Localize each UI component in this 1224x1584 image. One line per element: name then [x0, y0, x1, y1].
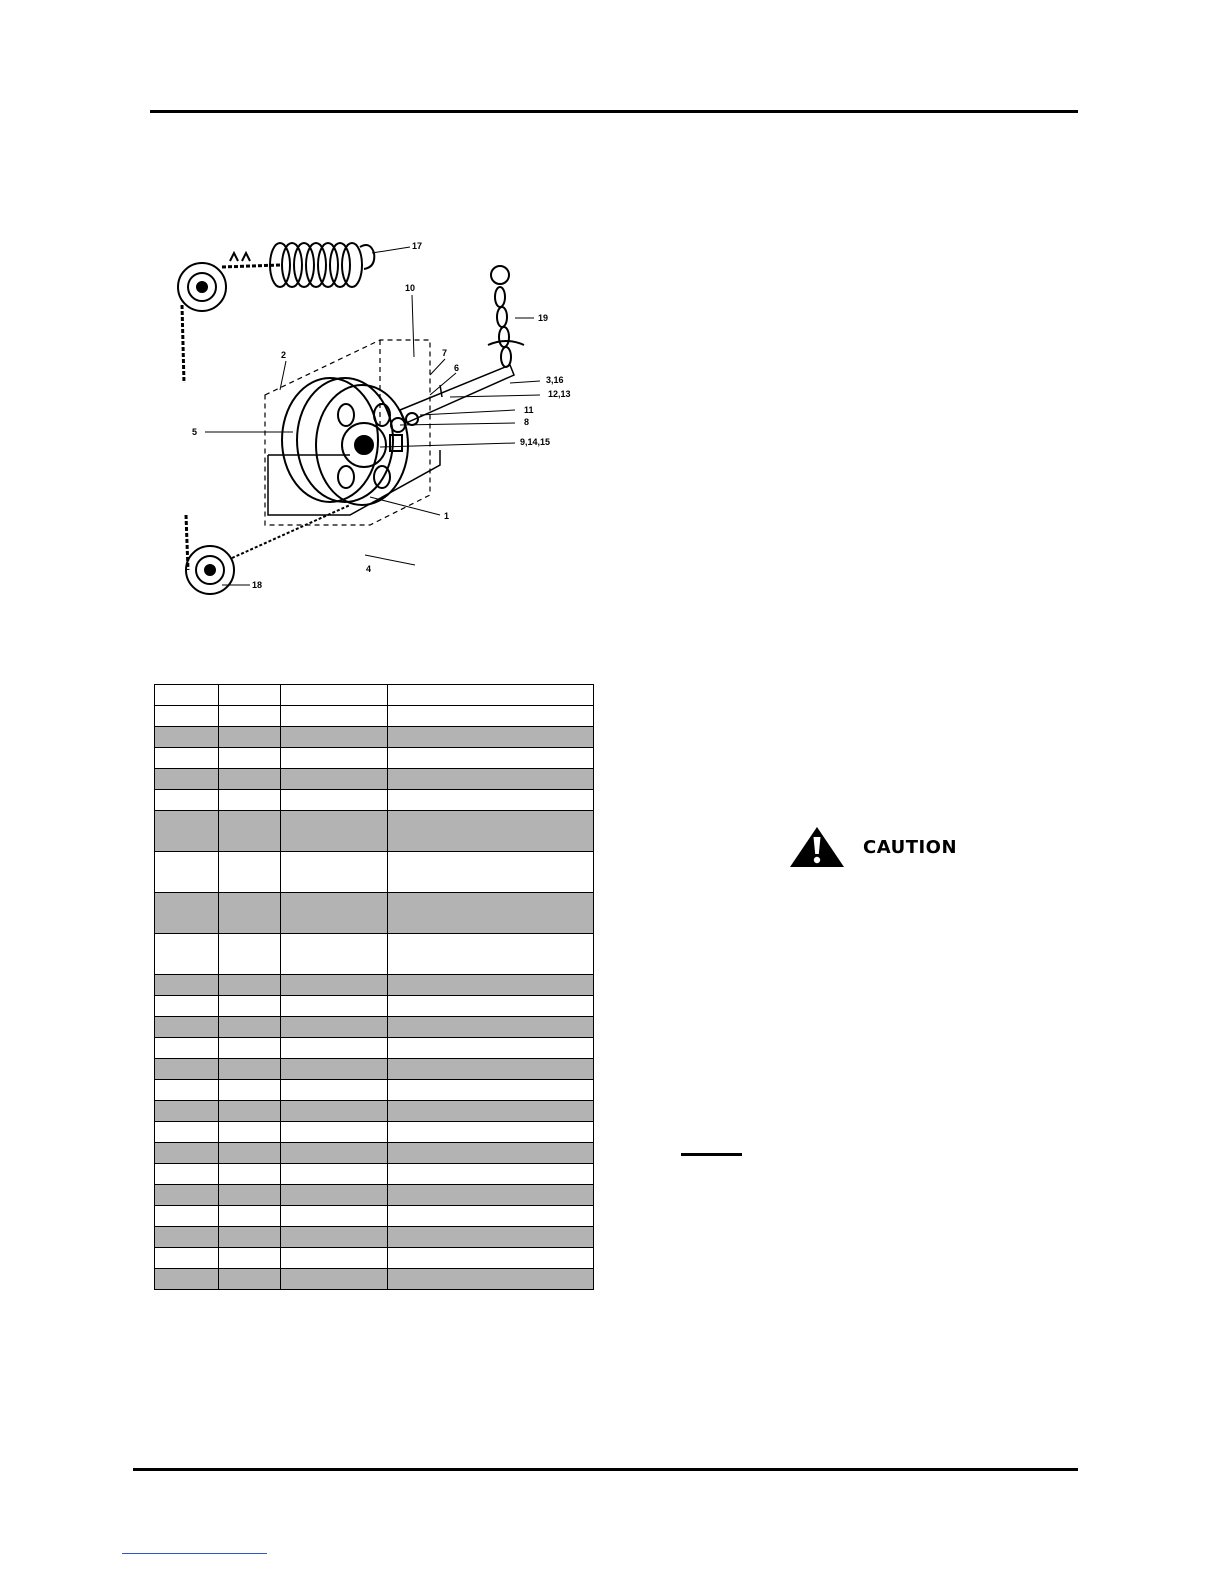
table-cell: [219, 1059, 281, 1080]
table-cell: [155, 1269, 219, 1290]
table-cell: [155, 1080, 219, 1101]
footer-link-underline[interactable]: [122, 1553, 267, 1554]
table-cell: [281, 811, 388, 852]
table-cell: [388, 893, 594, 934]
table-cell: [388, 811, 594, 852]
table-cell: [388, 1101, 594, 1122]
table-row: [155, 748, 594, 769]
table-cell: [219, 706, 281, 727]
callout-19: 19: [538, 313, 549, 323]
table-row: [155, 1185, 594, 1206]
table-cell: [281, 852, 388, 893]
callout-4: 4: [366, 564, 372, 574]
callout-11: 11: [524, 405, 534, 415]
table-cell: [219, 1206, 281, 1227]
table-cell: [281, 1269, 388, 1290]
callout-3-16: 3,16: [546, 375, 564, 385]
table-cell: [155, 685, 219, 706]
callout-1: 1: [444, 511, 450, 521]
table-cell: [281, 706, 388, 727]
table-cell: [155, 893, 219, 934]
table-cell: [219, 975, 281, 996]
table-cell: [388, 1185, 594, 1206]
table-cell: [155, 748, 219, 769]
table-cell: [388, 727, 594, 748]
table-cell: [281, 1101, 388, 1122]
table-cell: [219, 996, 281, 1017]
table-cell: [281, 1059, 388, 1080]
callout-10: 10: [405, 283, 416, 293]
table-cell: [388, 1143, 594, 1164]
note-underline: [681, 1153, 742, 1156]
table-cell: [281, 748, 388, 769]
table-cell: [281, 934, 388, 975]
table-cell: [219, 934, 281, 975]
table-cell: [219, 1185, 281, 1206]
table-cell: [281, 1143, 388, 1164]
table-cell: [219, 1038, 281, 1059]
table-cell: [155, 1038, 219, 1059]
table-cell: [388, 1038, 594, 1059]
table-cell: [219, 1080, 281, 1101]
table-row: [155, 1269, 594, 1290]
table-row: [155, 1227, 594, 1248]
table-row: [155, 1143, 594, 1164]
table-cell: [388, 1122, 594, 1143]
callout-8: 8: [524, 417, 530, 427]
table-cell: [281, 1017, 388, 1038]
table-cell: [281, 685, 388, 706]
header-rule: [150, 110, 1078, 113]
table-cell: [219, 1248, 281, 1269]
table-cell: [388, 1164, 594, 1185]
table-cell: [155, 790, 219, 811]
table-cell: [155, 1143, 219, 1164]
table-row: [155, 1164, 594, 1185]
callout-2: 2: [281, 350, 287, 360]
table-cell: [388, 1059, 594, 1080]
table-cell: [388, 1017, 594, 1038]
table-cell: [388, 1227, 594, 1248]
table-cell: [219, 1122, 281, 1143]
table-cell: [388, 748, 594, 769]
table-cell: [281, 1122, 388, 1143]
table-row: [155, 1101, 594, 1122]
table-cell: [155, 1164, 219, 1185]
table-cell: [281, 1248, 388, 1269]
table-cell: [388, 769, 594, 790]
table-cell: [155, 811, 219, 852]
table-cell: [281, 1206, 388, 1227]
callout-7: 7: [442, 348, 448, 358]
table-cell: [155, 975, 219, 996]
table-cell: [281, 790, 388, 811]
spring: [270, 243, 374, 287]
table-cell: [281, 1080, 388, 1101]
table-cell: [281, 1227, 388, 1248]
table-cell: [219, 790, 281, 811]
table-cell: [155, 1017, 219, 1038]
table-cell: [219, 748, 281, 769]
table-row: [155, 790, 594, 811]
table-row: [155, 1059, 594, 1080]
table-row: [155, 975, 594, 996]
table-cell: [388, 1080, 594, 1101]
table-cell: [155, 1227, 219, 1248]
footer-rule: [133, 1468, 1078, 1471]
table-cell: [219, 852, 281, 893]
callout-9-14-15: 9,14,15: [520, 437, 551, 447]
table-cell: [155, 934, 219, 975]
table-row: [155, 852, 594, 893]
parts-list-table: [154, 684, 594, 1290]
table-cell: [281, 769, 388, 790]
table-cell: [155, 727, 219, 748]
table-cell: [388, 1206, 594, 1227]
exploded-parts-diagram: [150, 225, 590, 605]
table-cell: [388, 852, 594, 893]
table-cell: [219, 727, 281, 748]
callout-5: 5: [192, 427, 198, 437]
table-cell: [155, 852, 219, 893]
table-row: [155, 1122, 594, 1143]
table-cell: [388, 996, 594, 1017]
table-cell: [388, 934, 594, 975]
table-row: [155, 996, 594, 1017]
table-cell: [219, 685, 281, 706]
table-cell: [219, 893, 281, 934]
table-cell: [219, 1101, 281, 1122]
table-cell: [281, 727, 388, 748]
table-cell: [155, 1059, 219, 1080]
table-cell: [155, 1248, 219, 1269]
table-row: [155, 811, 594, 852]
table-row: [155, 706, 594, 727]
table-cell: [219, 1164, 281, 1185]
caution-label: CAUTION: [863, 836, 958, 858]
table-cell: [155, 996, 219, 1017]
table-cell: [155, 1206, 219, 1227]
table-cell: [219, 1017, 281, 1038]
table-cell: [155, 706, 219, 727]
callout-18: 18: [252, 580, 263, 590]
table-cell: [219, 1227, 281, 1248]
table-row: [155, 1038, 594, 1059]
table-cell: [219, 811, 281, 852]
table-cell: [155, 1101, 219, 1122]
table-cell: [281, 996, 388, 1017]
table-cell: [281, 1038, 388, 1059]
table-cell: [155, 769, 219, 790]
table-row: [155, 1206, 594, 1227]
table-row: [155, 1248, 594, 1269]
table-cell: [388, 685, 594, 706]
table-row: [155, 1017, 594, 1038]
table-cell: [388, 1248, 594, 1269]
callout-17: 17: [412, 241, 423, 251]
table-cell: [388, 975, 594, 996]
table-cell: [219, 1143, 281, 1164]
chain: [488, 266, 524, 367]
table-cell: [281, 1164, 388, 1185]
table-row: [155, 1080, 594, 1101]
table-cell: [155, 1185, 219, 1206]
caution-notice: [789, 826, 957, 868]
table-row: [155, 934, 594, 975]
warning-triangle-icon: [789, 826, 845, 868]
table-row: [155, 893, 594, 934]
table-row: [155, 769, 594, 790]
table-row: [155, 727, 594, 748]
callout-6: 6: [454, 363, 460, 373]
table-cell: [155, 1122, 219, 1143]
table-cell: [388, 706, 594, 727]
table-cell: [388, 790, 594, 811]
table-cell: [281, 1185, 388, 1206]
table-row: [155, 685, 594, 706]
callout-12-13: 12,13: [548, 389, 571, 399]
table-cell: [281, 893, 388, 934]
table-cell: [388, 1269, 594, 1290]
table-cell: [219, 1269, 281, 1290]
table-cell: [219, 769, 281, 790]
table-cell: [281, 975, 388, 996]
